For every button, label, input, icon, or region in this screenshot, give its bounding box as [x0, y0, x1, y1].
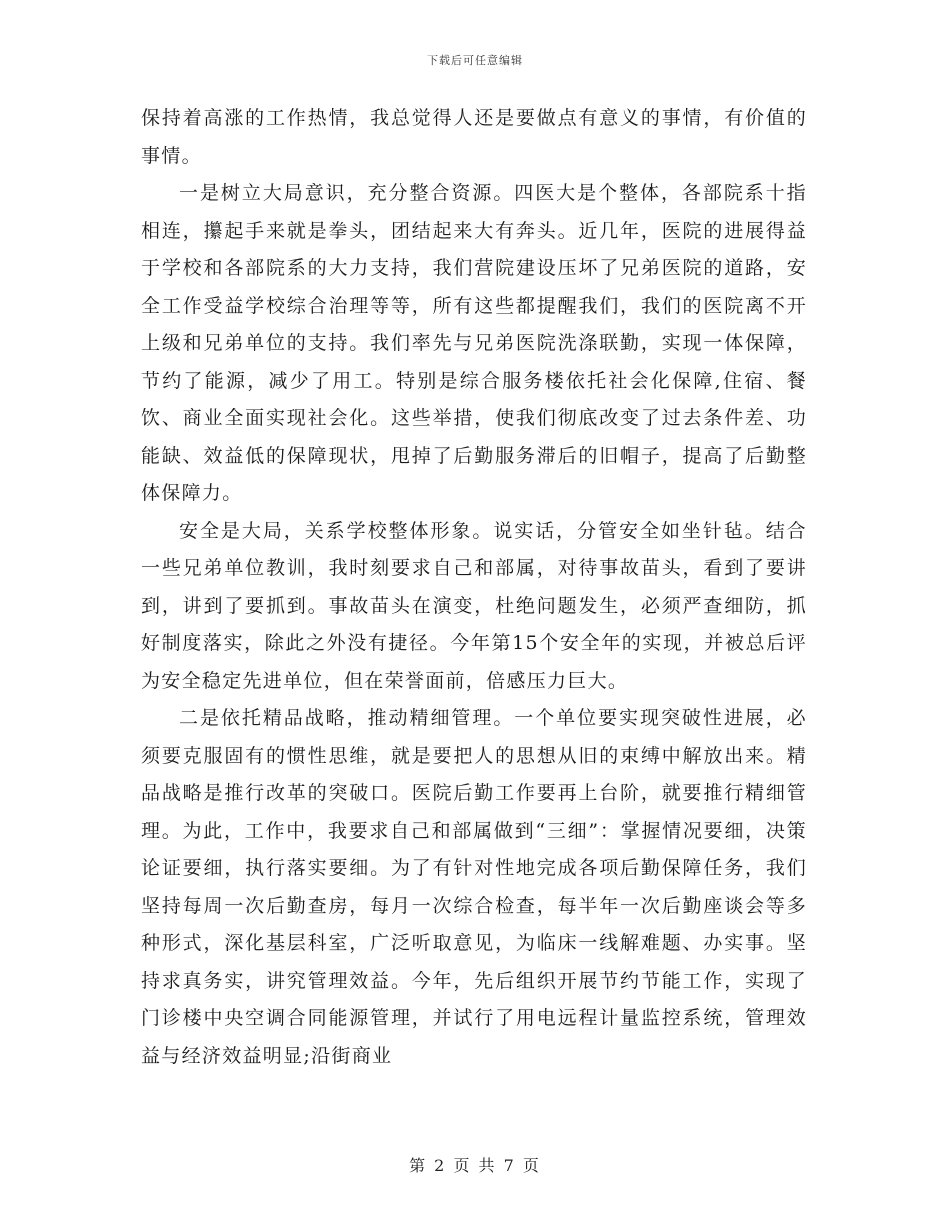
paragraph: 安全是大局，关系学校整体形象。说实话，分管安全如坐针毡。结合一些兄弟单位教训，我时刻要求自己和部属，对待事故苗头，看到了要讲到，讲到了要抓到。事故苗头在演变，杜绝问题发生，必须严查细防，抓好制度落实，除此之外没有捷径。今年第15个安全年的实现，并被总后评为安全稳定先进单位，但在荣誉面前，倍感压力巨大。: [141, 519, 807, 692]
page-footer: 第 2 页 共 7 页: [409, 1156, 541, 1175]
paragraph: 一是树立大局意识，充分整合资源。四医大是个整体，各部院系十指相连，攥起手来就是拳头，团结起来大有奔头。近几年，医院的进展得益于学校和各部院系的大力支持，我们营院建设压坏了兄弟医院的道路，安全工作受益学校综合治理等等，所有这些都提醒我们，我们的医院离不开上级和兄弟单位的支持。我们率先与兄弟医院洗涤联勤，实现一体保障，节约了能源，减少了用工。特别是综合服务楼依托社会化保障,住宿、餐饮、商业全面实现社会化。这些举措，使我们彻底改变了过去条件差、功能缺、效益低的保障现状，甩掉了后勤服务滞后的旧帽子，提高了后勤整体保障力。: [141, 182, 807, 504]
paragraph: 二是依托精品战略，推动精细管理。一个单位要实现突破性进展，必须要克服固有的惯性思维，就是要把人的思想从旧的束缚中解放出来。精品战略是推行改革的突破口。医院后勤工作要再上台阶，就要推行精细管理。为此，工作中，我要求自己和部属做到“三细”：掌握情况要细，决策论证要细，执行落实要细。为了有针对性地完成各项后勤保障任务，我们坚持每周一次后勤查房，每月一次综合检查，每半年一次后勤座谈会等多种形式，深化基层科室，广泛听取意见，为临床一线解难题、办实事。坚持求真务实，讲究管理效益。今年，先后组织开展节约节能工作，实现了门诊楼中央空调合同能源管理，并试行了用电远程计量监控系统，管理效益与经济效益明显;沿街商业: [141, 707, 807, 1067]
page-header: 下载后可任意编辑: [427, 54, 523, 67]
paragraph-continuation: 保持着高涨的工作热情，我总觉得人还是要做点有意义的事情，有价值的事情。: [141, 107, 807, 167]
body-text: [141, 100, 807, 1075]
